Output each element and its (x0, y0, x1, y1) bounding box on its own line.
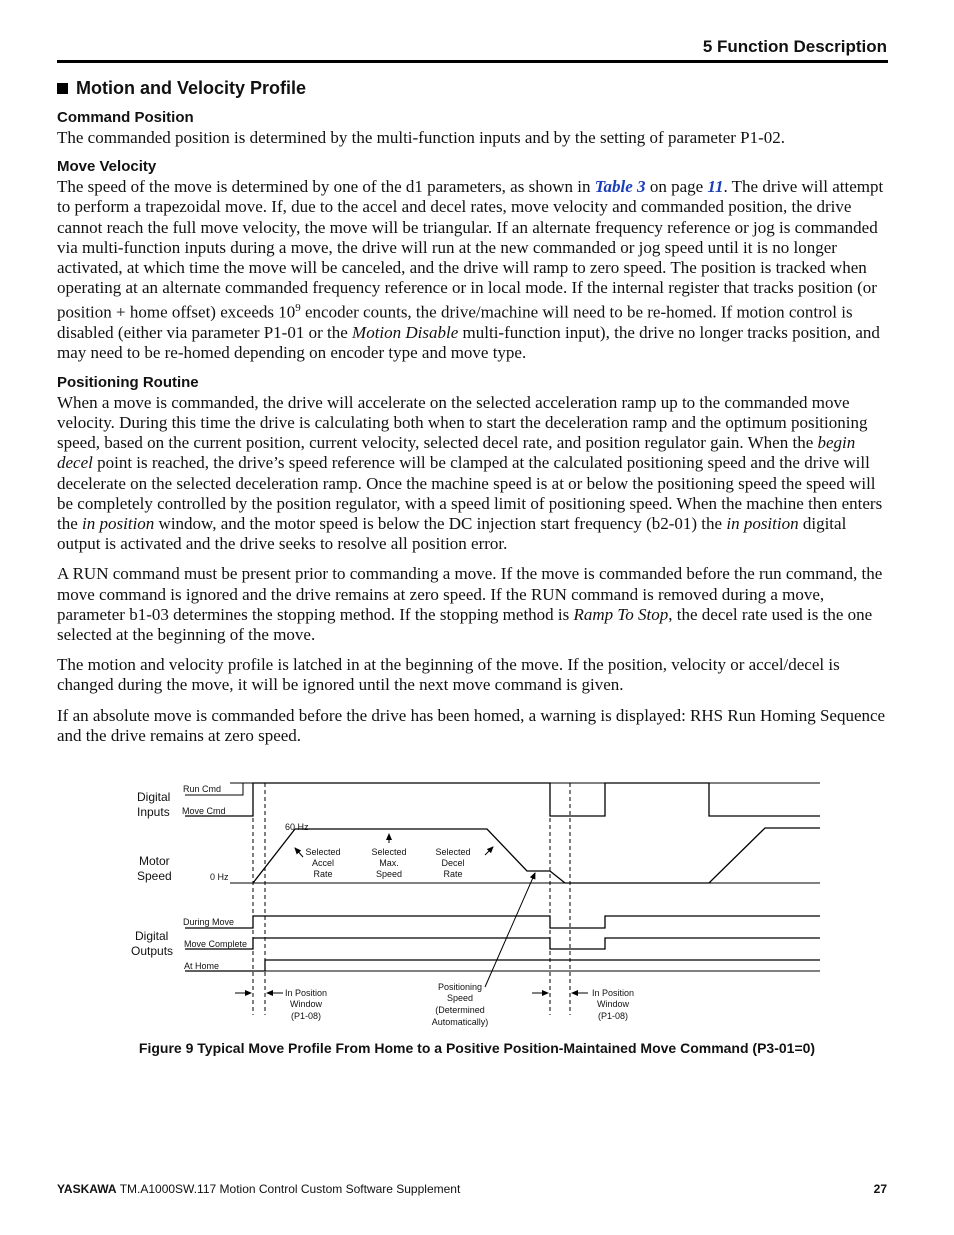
ann-positioning-1: Positioning (437, 982, 483, 992)
running-header: 5 Function Description (702, 37, 887, 56)
paragraph-positioning-1: When a move is commanded, the drive will accelerate on the selected acceleration ramp up to the commanded move velocity. During this time the drive is calculating both when to start the deceleration ramp and the optimum positioning speed, based on the current position, current velocity, selected decel rate, and position regulator gain. When the begin decel point is reached, the drive’s speed reference will be clamped at the calculated positioning speed and the drive will decelerate on the selected deceleration ramp. Once the machine speed is at or below the positioning speed the speed will be completely controlled by the position regulator, with a speed limit of positioning speed. When the machine then enters the in position window, and the motor speed is below the DC injection start frequency (b2-01) the in position digital output is activated and the drive seeks to resolve all position error. (57, 392, 883, 554)
section-title (57, 78, 887, 99)
ann-max-1: Selected (371, 847, 407, 857)
ann-positioning-3: (Determined (435, 1005, 485, 1015)
label-during-move: During Move (183, 917, 235, 927)
label-60hz: 60 Hz (285, 822, 309, 832)
label-at-home: At Home (184, 961, 220, 971)
heading-move-velocity: Move Velocity (57, 158, 157, 176)
move-cmd-trace (185, 783, 820, 816)
at-home-trace (185, 960, 820, 971)
page-number: 27 (873, 1182, 887, 1196)
paragraph-command-position: The commanded position is determined by the multi-function inputs and by the setting of parameter P1-02. (57, 128, 786, 147)
header-rule (57, 60, 888, 63)
ann-window-left-3: (P1-08) (290, 1011, 322, 1021)
ann-positioning-2: Speed (446, 993, 474, 1003)
paragraph-move-velocity: The speed of the move is determined by one of the d1 parameters, as shown in Table 3 on page 11. The drive will attempt to perform a trapezoidal move. If, due to the accel and decel rates, move velocity and commanded position, the drive cannot reach the full move velocity, the move will be triangular. If an alternate frequency reference or jog is commanded via multi-function inputs during a move, the drive will run at the new commanded or jog speed until it is no longer activated, at which time the move will be canceled, and the drive will ramp to zero speed. The position is tracked when operating at an alternate commanded frequency reference or in local mode. If the internal register that tracks position (or position + home offset) exceeds $10^9$ encoder counts, the drive/machine will need to be re-homed. If motion control is disabled (either via parameter P1-01 or the Motion Disable multi-function input), the drive no longer tracks position, and may need to be re-homed depending on encoder type and move type. (57, 177, 884, 363)
paragraph-positioning-2: A RUN command must be present prior to commanding a move. If the move is commanded before the run command, the move command is ignored and the drive remains at zero speed. If the RUN command is removed during a move, parameter b1-03 determines the stopping method. If the stopping method is Ramp To Stop, the decel rate used is the one selected at the beginning of the move. (57, 564, 883, 644)
ann-window-left-2: Window (289, 999, 323, 1009)
footer-brand: YASKAWA (57, 1182, 117, 1196)
label-digital-inputs-2: Inputs (137, 805, 170, 819)
link-page-11[interactable]: 11 (707, 177, 724, 197)
ann-decel-3: Rate (443, 869, 463, 879)
arrow-accel (295, 848, 303, 857)
label-digital-outputs-2: Outputs (131, 944, 174, 958)
ann-accel-1: Selected (305, 847, 341, 857)
ann-window-right-1: In Position (591, 988, 635, 998)
label-move-complete: Move Complete (184, 939, 248, 949)
ann-positioning-4: Automatically) (431, 1017, 489, 1027)
figure-caption: Figure 9 Typical Move Profile From Home to a Positive Position-Maintained Move Command (P3-01=0) (138, 1040, 816, 1056)
label-0hz: 0 Hz (210, 872, 229, 882)
arrow-positioning-speed (485, 873, 535, 987)
paragraph-positioning-4: If an absolute move is commanded before the drive has been homed, a warning is displayed: RHS Run Homing Sequence and the drive remains at zero speed. (57, 705, 886, 745)
label-motor-speed-2: Speed (137, 869, 172, 883)
heading-command-position: Command Position (57, 109, 194, 126)
ann-window-left-1: In Position (284, 988, 328, 998)
during-move-trace (185, 916, 820, 928)
ann-max-2: Max. (379, 858, 399, 868)
section-title-text: Motion and Velocity Profile (76, 78, 307, 98)
ann-accel-2: Accel (311, 858, 335, 868)
heading-positioning-routine: Positioning Routine (57, 373, 199, 391)
link-table-3[interactable]: Table 3 (594, 177, 646, 197)
arrow-decel (485, 847, 493, 855)
label-move-cmd: Move Cmd (182, 806, 226, 816)
ann-max-3: Speed (375, 869, 403, 879)
paragraph-positioning-3: The motion and velocity profile is latched in at the beginning of the move. If the position, velocity or accel/decel is changed during the move, it will be ignored until the next move command is given. (57, 655, 840, 695)
label-digital-inputs-1: Digital (137, 790, 171, 804)
ann-accel-3: Rate (313, 869, 333, 879)
square-bullet-icon (57, 83, 68, 94)
label-motor-speed-1: Motor (139, 854, 170, 868)
footer-doc-title: YASKAWA TM.A1000SW.117 Motion Control Custom Software Supplement (57, 1182, 461, 1196)
ann-window-right-2: Window (596, 999, 630, 1009)
page-footer (57, 1182, 887, 1196)
timing-diagram (125, 775, 825, 1030)
label-digital-outputs-1: Digital (135, 929, 169, 943)
ann-decel-2: Decel (441, 858, 465, 868)
label-run-cmd: Run Cmd (183, 784, 222, 794)
ann-window-right-3: (P1-08) (597, 1011, 629, 1021)
ann-decel-1: Selected (435, 847, 471, 857)
